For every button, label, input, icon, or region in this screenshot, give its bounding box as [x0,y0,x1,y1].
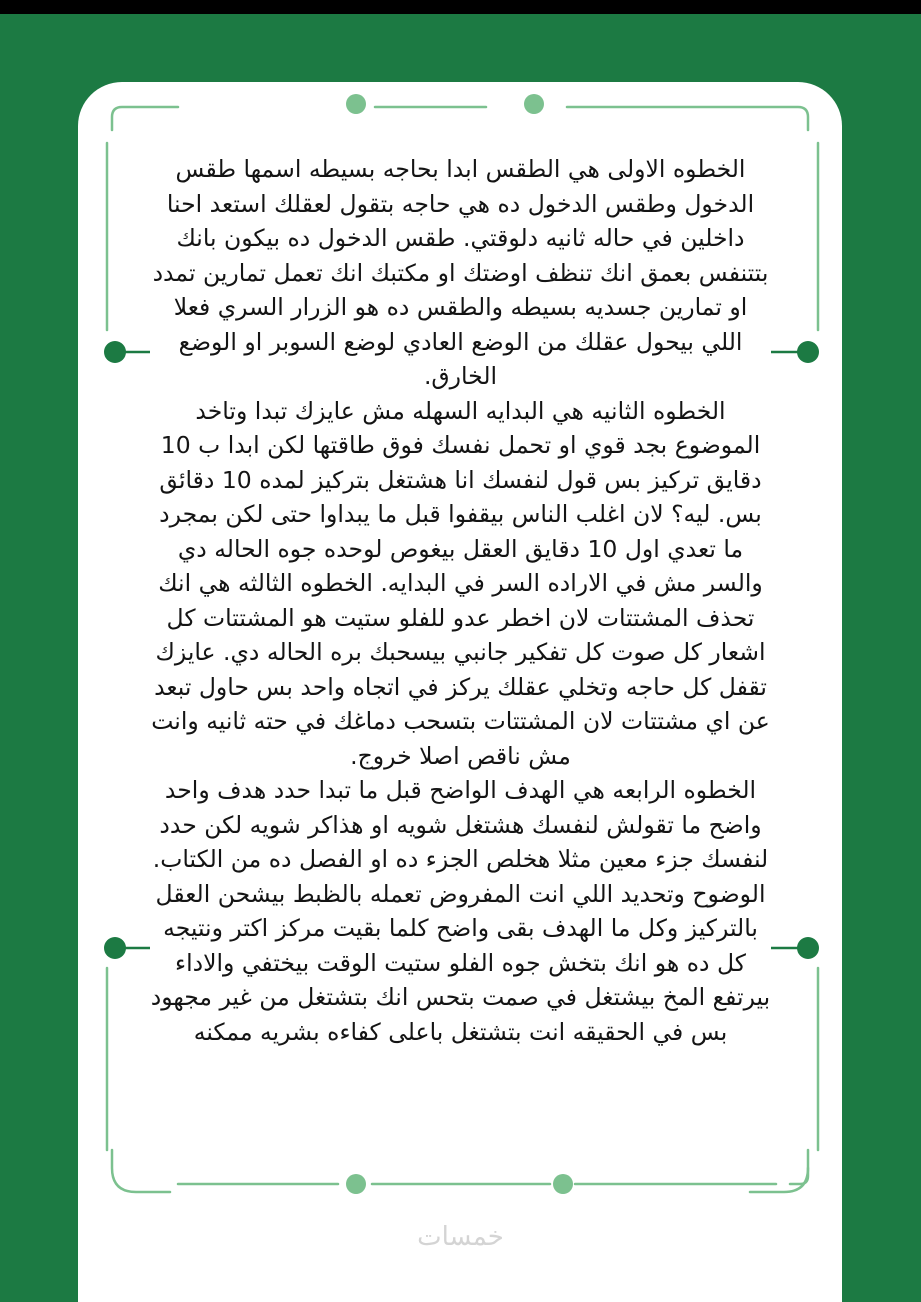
paragraph-2: الخطوه الثانيه هي البدايه السهله مش عايزك تبدا وتاخد الموضوع بجد قوي او تحمل نفسك فوق طاقتها لكن ابدا ب 10 دقايق تركيز بس قول لنفسك انا هشتغل بتركيز لمده 10 دقائق بس. ليه؟ لان اغلب الناس بيقفوا قبل ما يبداوا حتى لكن بمجرد ما تعدي اول 10 دقايق العقل بيغوص لوحده جوه الحاله دي والسر مش في الاراده السر في البدايه. الخطوه الثالثه هي انك تحذف المشتتات لان اخطر عدو للفلو ستيت هو المشتتات كل اشعار كل صوت كل تفكير جانبي بيسحبك بره الحاله دي. عايزك تقفل كل حاجه وتخلي عقلك يركز في اتجاه واحد بس حاول تبعد عن اي مشتتات لان المشتتات بتسحب دماغك في حته ثانيه وانت مش ناقص اصلا خروج. [151,396,770,770]
paragraph-1: الخطوه الاولى هي الطقس ابدا بحاجه بسيطه اسمها طقس الدخول وطقس الدخول ده هي حاجه بتقول لعقلك استعد احنا داخلين في حاله ثانيه دلوقتي. طقس الدخول ده بيكون بانك بتتنفس بعمق انك تنظف اوضتك او مكتبك انك تعمل تمارين تمدد او تمارين جسديه بسيطه والطقس ده هو الزرار السري فعلا اللي بيحول عقلك من الوضع العادي لوضع السوبر او الوضع الخارق. [152,155,769,390]
status-bar [0,0,921,14]
watermark-logo: خمسات [417,1222,504,1252]
paragraph-3: الخطوه الرابعه هي الهدف الواضح قبل ما تبدا حدد هدف واحد واضح ما تقولش لنفسك هشتغل شويه او هذاكر شويه لكن حدد لنفسك جزء معين مثلا هخلص الجزء ده او الفصل ده من الكتاب. الوضوح وتحديد اللي انت المفروض تعمله بالظبط بيشحن العقل بالتركيز وكل ما الهدف بقى واضح كلما بقيت مركز اكتر ونتيجه كل ده هو انك بتخش جوه الفلو ستيت الوقت بيختفي والاداء بيرتفع المخ بيشتغل في صمت بتحس انك بتشتغل من غير مجهود بس في الحقيقه انت بتشتغل باعلى كفاءه بشريه ممكنه [150,776,771,1046]
article-text [150,152,771,1172]
